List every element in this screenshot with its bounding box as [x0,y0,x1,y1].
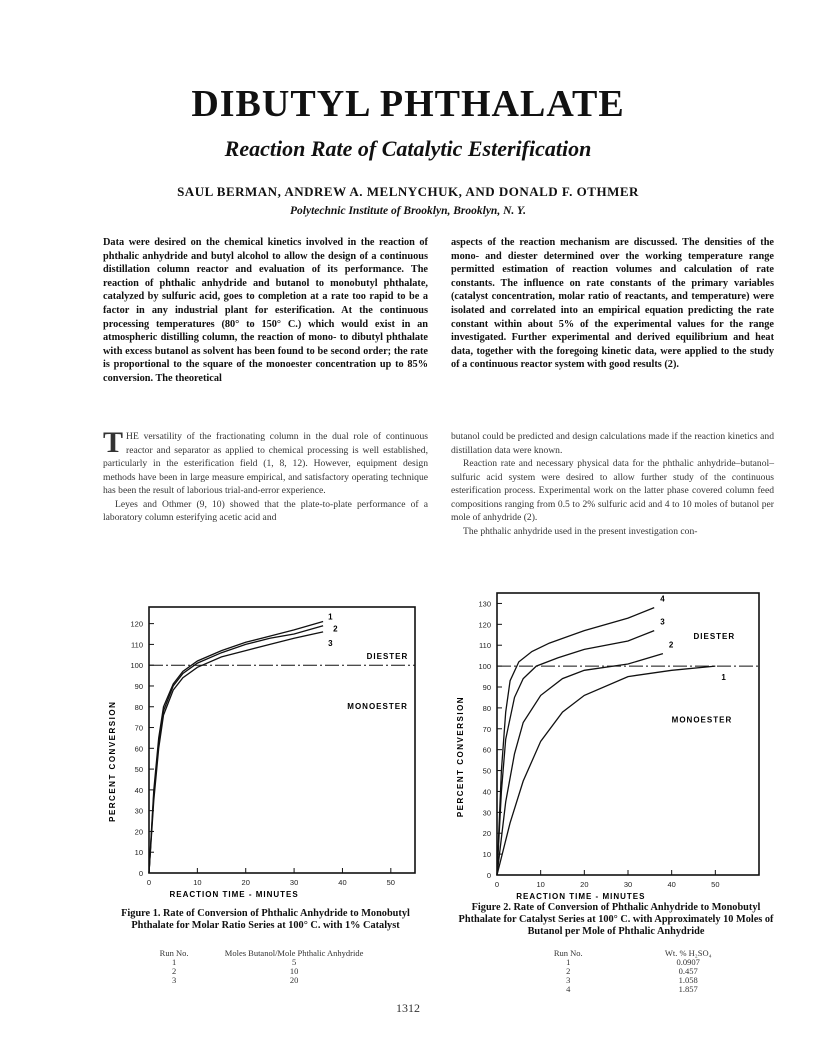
article-title: DIBUTYL PHTHALATE [191,83,625,125]
x-tick-label: 40 [667,880,676,889]
abstract-right: aspects of the reaction mechanism are discussed. The densities of the mono- and diester determined over the working temperature range permitted estimation of reaction volumes and calculation of rate constants. The influence on rate constants of the primary variables (catalyst concentration, molar ratio of reactants, and temperature) were isolated and correlated into an empirical equation predicting the rate constant within about 5% of the experimental values for the range investigated. Further experimental and derived equilibrium and heat data, together with the foregoing kinetic data, were applied to the study of a continuous reactor system with good results (2). [451,237,774,371]
series-4-label: 4 [660,594,665,604]
x-tick-label: 50 [711,880,720,889]
body-paragraph: Leyes and Othmer (9, 10) showed that the plate-to-plate performance of a laboratory column esterifying acetic acid and [103,498,428,523]
table-cell: 1.857 [678,984,698,994]
y-tick-label: 110 [479,641,491,651]
figure-1-run-table [150,948,390,985]
figure-2-chart [451,585,781,901]
table-cell: 5 [291,957,297,967]
y-axis-title: PERCENT CONVERSION [456,695,465,818]
monoester-label: MONOESTER [347,701,408,711]
column-header: Moles Butanol/Mole Phthalic Anhydride [224,948,364,958]
figure-2-caption: Figure 2. Rate of Conversion of Phthalic Anhydride to Monobutyl Phthalate for Catalyst Series at 100° C. with Approximately 10 Moles of Butanol per Mole of Phthalic Anhydride [458,902,774,937]
table-cell: 1 [566,957,571,967]
body-paragraph: The phthalic anhydride used in the present investigation con- [463,525,698,537]
y-tick-label: 20 [482,829,491,839]
body-paragraph: butanol could be predicted and design calculations made if the reaction kinetics and distillation data were known. [451,431,774,456]
table-cell: 1 [171,957,177,967]
y-tick-label: 0 [486,871,491,880]
page-number: 1312 [396,1001,420,1015]
y-tick-label: 110 [131,640,143,650]
series-1-line [497,666,715,875]
table-cell: 2 [171,966,177,976]
authors: SAUL BERMAN, ANDREW A. MELNYCHUK, AND DONALD F. OTHMER [177,184,639,199]
monoester-label: MONOESTER [671,715,733,725]
abstract-left: Data were desired on the chemical kinetics involved in the reaction of phthalic anhydride and butyl alcohol to allow the design of a continuous distillation column reactor and evaluation of its performance. The reaction of phthalic anhydride and butanol to monobutyl phthalate, catalyzed by sulfuric acid, goes to completion at a rate too rapid to be a factor in any industrial plant for esterification. At the continuous processing temperatures (80° to 150° C.) which would exist in an atmospheric distilling column, the reaction of mono- to dibutyl phthalate with excess butanol as solvent has been found to be second order; the rate is proportional to the square of the monoester concentration up to 85% conversion. The theoretical [103,237,428,384]
series-2-line [149,626,323,873]
table-row [520,976,760,985]
figure-1-chart [103,595,433,905]
x-tick-label: 10 [536,880,545,889]
series-1-label: 1 [721,673,726,683]
table-row [150,967,390,976]
body-column-left [103,426,428,525]
y-tick-label: 80 [134,702,143,712]
y-tick-label: 90 [134,681,143,691]
series-3-label: 3 [328,638,333,648]
table-cell: 20 [289,975,299,985]
x-tick-label: 30 [289,878,299,887]
y-tick-label: 70 [134,723,143,733]
y-tick-label: 100 [478,662,491,672]
y-tick-label: 30 [482,808,491,818]
diester-label: DIESTER [366,651,409,661]
x-tick-label: 20 [241,878,250,887]
table-cell: 4 [566,984,571,994]
series-2-label: 2 [668,640,674,650]
x-axis-title: REACTION TIME - MINUTES [516,892,646,901]
y-tick-label: 80 [482,703,491,713]
series-1-label: 1 [328,612,333,622]
series-4-line [497,608,654,875]
column-header: Run No. [553,948,583,958]
x-axis-title: REACTION TIME - MINUTES [169,890,299,899]
y-tick-label: 40 [134,785,143,795]
x-tick-label: 40 [338,878,347,887]
y-tick-label: 60 [482,745,491,755]
y-tick-label: 10 [134,848,143,858]
intro-paragraph [103,426,428,498]
table-row [150,976,390,985]
y-tick-label: 20 [134,827,143,837]
y-tick-label: 10 [482,850,491,860]
y-tick-label: 120 [478,620,491,630]
y-tick-label: 40 [482,787,491,797]
table-cell: 0.457 [678,966,698,976]
figure-1-caption: Figure 1. Rate of Conversion of Phthalic Anhydride to Monobutyl Phthalate for Molar Ratio Series at 100° C. with 1% Catalyst [121,908,410,931]
x-tick-label: 0 [494,880,500,889]
y-tick-label: 100 [130,661,143,671]
series-2-label: 2 [333,624,338,634]
x-tick-label: 20 [580,880,589,889]
body-column-right [451,430,774,538]
series-3-line [149,632,323,873]
y-tick-label: 130 [478,599,491,609]
figure-2-run-table [520,948,760,994]
x-tick-label: 0 [146,878,152,887]
table-cell: 10 [289,966,299,976]
table-row [520,985,760,994]
y-tick-label: 70 [482,724,491,734]
body-paragraph: Reaction rate and necessary physical data for the phthalic anhydride–butanol–sulfuric acid system were desired to allow further study of the continuous esterification process. Experimental work on the latter phase covered column feed compositions ranging from 0.5 to 2% sulfuric acid and 4 to 10 moles of butanol per mole of anhydride (2). [451,458,774,523]
diester-label: DIESTER [693,631,736,641]
x-tick-label: 50 [386,878,395,887]
y-tick-label: 50 [134,765,143,775]
y-tick-label: 120 [130,619,143,629]
y-tick-label: 90 [482,683,491,692]
y-tick-label: 0 [138,869,143,878]
table-cell: 3 [566,975,571,985]
y-tick-label: 60 [134,744,143,754]
table-cell: 2 [566,966,571,976]
series-2-line [497,654,663,875]
column-header: Run No. [159,948,189,958]
table-row [150,958,390,967]
x-tick-label: 30 [623,880,633,889]
series-3-line [497,631,654,875]
table-cell: 0.0907 [676,957,700,967]
x-tick-label: 10 [193,878,202,887]
plot-frame [149,607,415,873]
y-tick-label: 50 [482,766,491,776]
intro-text: HE versatility of the fractionating column in the dual role of continuous reactor and separator as applied to chemical processing is well established, particularly in the esterification field (1, 8, 12). However, equipment design methods have been in large measure empirical, and satisfactory operating technique has been the result of laborious trial-and-error experience. [103,431,428,496]
series-1-line [149,622,323,874]
table-row [520,958,760,967]
drop-cap: T [103,426,124,459]
y-axis-title: PERCENT CONVERSION [108,700,117,822]
table-row [520,967,760,976]
column-header: Wt. % H₂SO₄ [664,948,712,958]
affiliation: Polytechnic Institute of Brooklyn, Brooklyn, N. Y. [290,205,526,217]
table-cell: 1.058 [678,975,698,985]
table-cell: 3 [171,975,177,985]
y-tick-label: 30 [134,806,143,816]
series-3-label: 3 [660,617,665,627]
article-subtitle: Reaction Rate of Catalytic Esterification [224,136,592,161]
